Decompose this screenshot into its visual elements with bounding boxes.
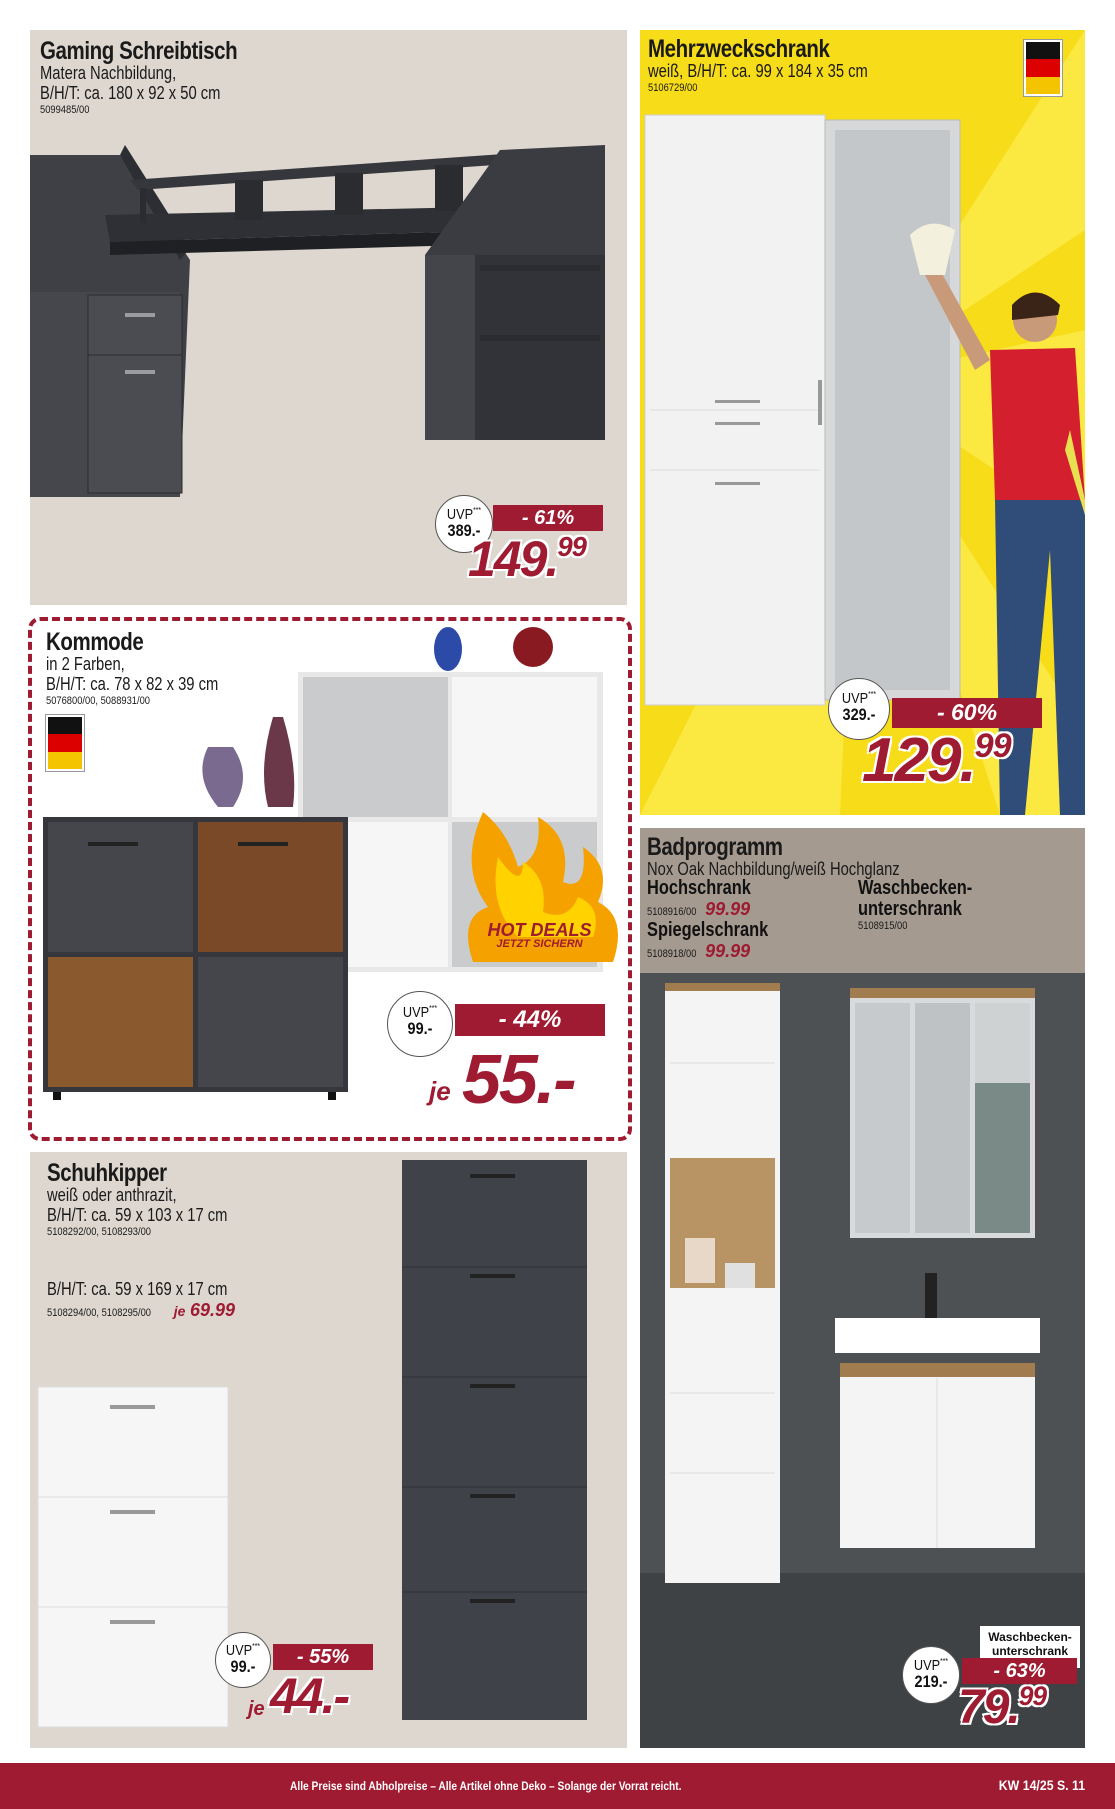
shoe-cabinet-panel — [30, 1152, 627, 1748]
discount-badge: - 63% — [962, 1658, 1077, 1684]
mirror-cabinet-artno: 5108918/00 — [647, 948, 697, 960]
uvp-badge: UVP*** 219.- — [902, 1646, 960, 1704]
product-desc: Nox Oak Nachbildung/weiß Hochglanz — [647, 859, 900, 880]
product-title: Mehrzweckschrank — [648, 35, 830, 63]
product-title: Schuhkipper — [47, 1159, 167, 1187]
article-number-tall: 5108294/00, 5108295/00 — [47, 1306, 151, 1319]
article-number: 5076800/00, 5088931/00 — [46, 694, 150, 707]
price: 129.99 — [862, 726, 1011, 795]
dresser-panel — [28, 617, 632, 1141]
product-dimensions: B/H/T: ca. 59 x 103 x 17 cm — [47, 1205, 228, 1226]
product-title: Badprogramm — [647, 833, 783, 861]
vanity-artno: 5108915/00 — [858, 920, 908, 932]
uvp-badge: UVP*** 329.- — [828, 678, 890, 740]
article-number: 5106729/00 — [648, 82, 698, 95]
product-dimensions: B/H/T: ca. 180 x 92 x 50 cm — [40, 83, 221, 104]
tall-cabinet-artno: 5108916/00 — [647, 906, 697, 918]
mirror-cabinet-title: Spiegelschrank — [647, 919, 769, 941]
discount-badge: - 61% — [493, 505, 603, 531]
product-dimensions-tall: B/H/T: ca. 59 x 169 x 17 cm — [47, 1279, 228, 1299]
discount-badge: - 44% — [455, 1004, 605, 1036]
uvp-badge: UVP*** 99.- — [215, 1632, 271, 1688]
tall-price-prefix: je — [173, 1302, 186, 1319]
hot-deals-label: HOT DEALS JETZT SICHERN — [487, 920, 592, 950]
tall-cabinet-title: Hochschrank — [647, 877, 751, 899]
tall-cabinet-price: 99.99 — [705, 899, 751, 919]
product-desc: Matera Nachbildung, — [40, 63, 177, 84]
product-desc: in 2 Farben, — [46, 654, 125, 675]
uvp-badge: UVP*** 99.- — [387, 991, 453, 1057]
discount-badge: - 60% — [892, 698, 1042, 728]
vanity-tag: Waschbecken- unterschrank — [980, 1626, 1080, 1668]
vanity-title-line1: Waschbecken- — [858, 877, 973, 899]
article-number: 5099485/00 — [40, 103, 90, 116]
uvp-badge: UVP*** 389.- — [435, 495, 493, 553]
article-number: 5108292/00, 5108293/00 — [47, 1225, 151, 1238]
product-title: Gaming Schreibtisch — [40, 37, 238, 65]
footer-note: Alle Preise sind Abholpreise – Alle Artikel ohne Deko – Solange der Vorrat reicht. — [290, 1779, 682, 1793]
page-number: KW 14/25 S. 11 — [998, 1777, 1085, 1793]
bathroom-panel — [640, 828, 1085, 1748]
gaming-desk-panel — [30, 30, 627, 605]
tall-price: 69.99 — [189, 1299, 235, 1320]
multipurpose-cabinet-panel — [640, 30, 1085, 815]
price-prefix: je — [248, 1698, 265, 1720]
product-dimensions: weiß, B/H/T: ca. 99 x 184 x 35 cm — [648, 61, 868, 82]
mirror-cabinet-price: 99.99 — [705, 941, 751, 961]
price: 55.- — [462, 1040, 575, 1118]
product-desc: weiß oder anthrazit, — [47, 1185, 177, 1206]
price: 149.99 — [468, 531, 586, 587]
product-dimensions: B/H/T: ca. 78 x 82 x 39 cm — [46, 674, 219, 695]
price: 79.99 — [958, 1681, 1047, 1734]
footer-bar — [0, 1763, 1115, 1809]
vanity-title-line2: unterschrank — [858, 898, 962, 920]
price: 44.- — [270, 1668, 349, 1724]
price-prefix: je — [429, 1076, 451, 1106]
product-title: Kommode — [46, 628, 144, 656]
discount-badge: - 55% — [273, 1644, 373, 1670]
